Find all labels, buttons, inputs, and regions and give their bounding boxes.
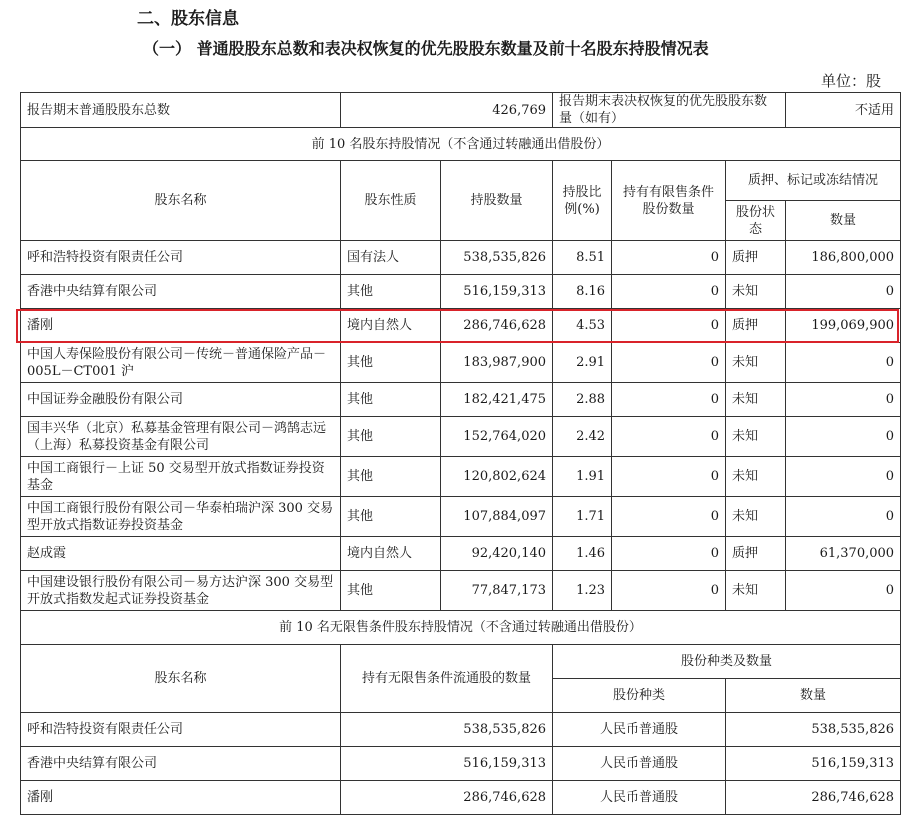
unrestricted-header-row xyxy=(21,645,901,679)
shares-held: 516,159,313 xyxy=(441,275,553,309)
header-pledge-status: 股份状态 xyxy=(726,201,786,241)
unrestricted-shares: 286,746,628 xyxy=(341,781,553,815)
shareholder-name: 中国建设银行股份有限公司－易方达沪深 300 交易型开放式指数发起式证券投资基金 xyxy=(21,571,341,611)
restricted-shares: 0 xyxy=(612,343,726,383)
holding-ratio: 1.71 xyxy=(553,497,612,537)
holding-ratio: 8.16 xyxy=(553,275,612,309)
restricted-shares: 0 xyxy=(612,383,726,417)
pledge-status: 未知 xyxy=(726,275,786,309)
table-row-highlighted xyxy=(21,309,901,343)
subsection-title: （一） 普通股股东总数和表决权恢复的优先股股东数量及前十名股东持股情况表 xyxy=(143,39,709,58)
shares-held: 152,764,020 xyxy=(441,417,553,457)
shares-held: 538,535,826 xyxy=(441,241,553,275)
table-row xyxy=(21,343,901,383)
pledge-quantity: 0 xyxy=(786,571,901,611)
shareholder-nature: 国有法人 xyxy=(341,241,441,275)
pledge-status: 未知 xyxy=(726,497,786,537)
header-shares: 持股数量 xyxy=(441,161,553,241)
header-nature: 股东性质 xyxy=(341,161,441,241)
pledge-status: 未知 xyxy=(726,571,786,611)
pledge-quantity: 0 xyxy=(786,457,901,497)
total-shareholders-label: 报告期末普通股股东总数 xyxy=(21,93,341,128)
share-type: 人民币普通股 xyxy=(553,713,726,747)
shareholder-table xyxy=(20,92,901,815)
shares-held: 183,987,900 xyxy=(441,343,553,383)
summary-row xyxy=(21,93,901,128)
preferred-shareholders-label: 报告期末表决权恢复的优先股股东数量（如有） xyxy=(553,93,786,128)
header-name: 股东名称 xyxy=(21,161,341,241)
preferred-shareholders-value: 不适用 xyxy=(786,93,901,128)
pledge-quantity: 186,800,000 xyxy=(786,241,901,275)
shareholder-nature: 境内自然人 xyxy=(341,537,441,571)
shareholder-name: 潘刚 xyxy=(21,309,341,343)
pledge-status: 未知 xyxy=(726,383,786,417)
restricted-shares: 0 xyxy=(612,497,726,537)
pledge-status: 未知 xyxy=(726,457,786,497)
share-type: 人民币普通股 xyxy=(553,781,726,815)
shares-held: 286,746,628 xyxy=(441,309,553,343)
holding-ratio: 8.51 xyxy=(553,241,612,275)
shareholder-name: 中国人寿保险股份有限公司－传统－普通保险产品－005L－CT001 沪 xyxy=(21,343,341,383)
shareholder-nature: 其他 xyxy=(341,571,441,611)
restricted-shares: 0 xyxy=(612,417,726,457)
header-share-qty: 数量 xyxy=(726,679,901,713)
pledge-quantity: 0 xyxy=(786,275,901,309)
section-title: 二、股东信息 xyxy=(137,9,239,29)
table-row xyxy=(21,417,901,457)
table-row xyxy=(21,497,901,537)
pledge-status: 质押 xyxy=(726,309,786,343)
holding-ratio: 1.46 xyxy=(553,537,612,571)
unrestricted-shares: 538,535,826 xyxy=(341,713,553,747)
restricted-shares: 0 xyxy=(612,241,726,275)
share-type: 人民币普通股 xyxy=(553,747,726,781)
header-name: 股东名称 xyxy=(21,645,341,713)
table-row xyxy=(21,537,901,571)
unit-label: 单位：股 xyxy=(820,72,881,90)
holding-ratio: 4.53 xyxy=(553,309,612,343)
share-quantity: 286,746,628 xyxy=(726,781,901,815)
header-ratio: 持股比例(%) xyxy=(553,161,612,241)
restricted-shares: 0 xyxy=(612,537,726,571)
shareholder-name: 国丰兴华（北京）私募基金管理有限公司－鸿鹄志远（上海）私募投资基金有限公司 xyxy=(21,417,341,457)
top10-header-row xyxy=(21,161,901,201)
header-pledge-group: 质押、标记或冻结情况 xyxy=(726,161,901,201)
shareholder-nature: 其他 xyxy=(341,497,441,537)
holding-ratio: 1.23 xyxy=(553,571,612,611)
shareholder-nature: 其他 xyxy=(341,417,441,457)
header-restricted: 持有有限售条件股份数量 xyxy=(612,161,726,241)
table-row xyxy=(21,241,901,275)
pledge-status: 质押 xyxy=(726,537,786,571)
shares-held: 107,884,097 xyxy=(441,497,553,537)
restricted-shares: 0 xyxy=(612,457,726,497)
shareholder-name: 中国工商银行－上证 50 交易型开放式指数证券投资基金 xyxy=(21,457,341,497)
restricted-shares: 0 xyxy=(612,275,726,309)
restricted-shares: 0 xyxy=(612,571,726,611)
pledge-status: 未知 xyxy=(726,417,786,457)
shareholder-name: 香港中央结算有限公司 xyxy=(21,275,341,309)
shareholder-name: 中国证券金融股份有限公司 xyxy=(21,383,341,417)
holding-ratio: 1.91 xyxy=(553,457,612,497)
pledge-quantity: 61,370,000 xyxy=(786,537,901,571)
shareholder-nature: 其他 xyxy=(341,383,441,417)
shareholder-nature: 其他 xyxy=(341,275,441,309)
shares-held: 120,802,624 xyxy=(441,457,553,497)
shareholder-nature: 其他 xyxy=(341,343,441,383)
shareholder-name: 呼和浩特投资有限责任公司 xyxy=(21,241,341,275)
pledge-quantity: 0 xyxy=(786,497,901,537)
shareholder-name: 中国工商银行股份有限公司－华泰柏瑞沪深 300 交易型开放式指数证券投资基金 xyxy=(21,497,341,537)
top10-title: 前 10 名股东持股情况（不含通过转融通出借股份） xyxy=(21,128,901,161)
unrestricted-title: 前 10 名无限售条件股东持股情况（不含通过转融通出借股份） xyxy=(21,611,901,645)
pledge-status: 未知 xyxy=(726,343,786,383)
table-row xyxy=(21,275,901,309)
shareholder-name: 呼和浩特投资有限责任公司 xyxy=(21,713,341,747)
pledge-quantity: 0 xyxy=(786,417,901,457)
shareholder-name: 赵成霞 xyxy=(21,537,341,571)
share-quantity: 538,535,826 xyxy=(726,713,901,747)
total-shareholders-value: 426,769 xyxy=(341,93,553,128)
table-row xyxy=(21,781,901,815)
shares-held: 182,421,475 xyxy=(441,383,553,417)
holding-ratio: 2.91 xyxy=(553,343,612,383)
shareholder-name: 潘刚 xyxy=(21,781,341,815)
table-row xyxy=(21,713,901,747)
shareholder-name: 香港中央结算有限公司 xyxy=(21,747,341,781)
shareholder-nature: 境内自然人 xyxy=(341,309,441,343)
table-row xyxy=(21,747,901,781)
pledge-quantity: 199,069,900 xyxy=(786,309,901,343)
restricted-shares: 0 xyxy=(612,309,726,343)
holding-ratio: 2.88 xyxy=(553,383,612,417)
table-row xyxy=(21,383,901,417)
header-pledge-qty: 数量 xyxy=(786,201,901,241)
pledge-status: 质押 xyxy=(726,241,786,275)
pledge-quantity: 0 xyxy=(786,383,901,417)
shares-held: 77,847,173 xyxy=(441,571,553,611)
share-quantity: 516,159,313 xyxy=(726,747,901,781)
shareholder-nature: 其他 xyxy=(341,457,441,497)
header-share-type: 股份种类 xyxy=(553,679,726,713)
holding-ratio: 2.42 xyxy=(553,417,612,457)
shares-held: 92,420,140 xyxy=(441,537,553,571)
table-row xyxy=(21,457,901,497)
pledge-quantity: 0 xyxy=(786,343,901,383)
unrestricted-shares: 516,159,313 xyxy=(341,747,553,781)
header-unrestricted-shares: 持有无限售条件流通股的数量 xyxy=(341,645,553,713)
table-row xyxy=(21,571,901,611)
header-type-group: 股份种类及数量 xyxy=(553,645,901,679)
